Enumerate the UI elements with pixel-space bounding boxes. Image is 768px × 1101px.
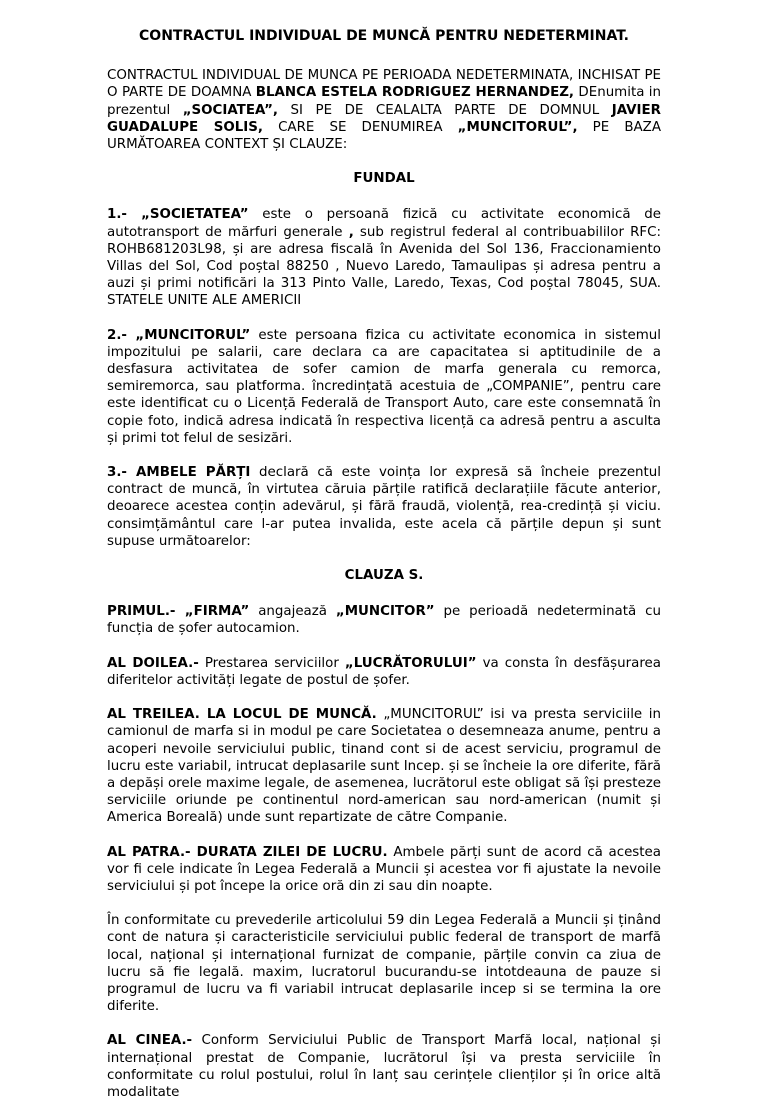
intro-text-3: SI PE DE CEALALTA PARTE DE DOMNUL — [277, 102, 612, 118]
point-3-label: 3.- AMBELE PĂRȚI — [107, 465, 251, 481]
point-1-text-2: sub registrul federal al contribuabililor RFC: ROHB681203L98, și are adresa fiscală în Avenida del Sol 136, Fraccionamiento Villas del Sol, Cod poștal 88250 , Nuevo Laredo, Tamaulipas și adresa pentru a auzi și primi notificări la 313 Pinto Valle, Laredo, Texas, Cod poștal 78045, SUA. STATELE UNITE ALE AMERICII — [107, 224, 661, 309]
clause-1-text-1: angajează — [249, 604, 336, 620]
party-worker-alias: „MUNCITORUL”, — [457, 119, 578, 135]
point-1-label: 1.- „SOCIETATEA” — [107, 207, 249, 223]
background-point-2 — [107, 327, 661, 447]
background-point-3 — [107, 464, 661, 550]
clause-3-text: „MUNCITORUL” isi va presta serviciile in camionul de marfa si in modul pe care Societatea o desemneaza anume, pentru a acoperi nevoile serviciului public, tinand cont si de acest serviciu, programul de lucru este variabil, intrucat deplasarile sunt Incep. și se încheie la ore diferite, fără a depăși orele maxime legale, de asemenea, lucrătorul este obligat să își presteze serviciile oriunde pe continentul nord-american sau nord-american (numit și America Boreală) unde sunt repartizate de către Companie. — [107, 707, 661, 826]
clause-4-label: AL PATRA.- DURATA ZILEI DE LUCRU. — [107, 844, 388, 860]
document-title: CONTRACTUL INDIVIDUAL DE MUNCĂ PENTRU NEDETERMINAT. — [139, 28, 629, 44]
clause-1-worker: „MUNCITOR” — [335, 604, 435, 620]
point-1-comma: , — [348, 224, 354, 240]
intro-text-1: CONTRACTUL INDIVIDUAL DE MUNCA PE PERIOADA NEDETERMINATA, INCHISAT PE O PARTE DE DOAMNA — [107, 68, 661, 101]
clause-4-text: Ambele părți sunt de acord că acestea vor fi cele indicate în Legea Federală a Muncii și acestea vor fi ajustate la nevoile serviciului și pot începe la orice oră din zi sau din noapte. — [107, 844, 661, 894]
intro-paragraph — [107, 67, 661, 153]
party-employer-name: BLANCA ESTELA RODRIGUEZ HERNANDEZ, — [255, 85, 575, 101]
clause-1 — [107, 603, 661, 637]
clause-2-text-2: va consta în desfășurarea diferitelor activități legate de postul de șofer. — [107, 655, 661, 688]
clause-4 — [107, 844, 661, 896]
intro-text-5: PE BAZA URMĂTOAREA CONTEXT ȘI CLAUZE: — [107, 119, 661, 153]
background-point-1 — [107, 206, 661, 309]
point-2-text: este persoana fizica cu activitate economica in sistemul impozitului pe salarii, care declara ca are capacitatea si aptitudinile de a desfasura activitatea de sofer camion de marfa generala cu remorca, semiremorca, sau platforma. încredințată acestuia de „COMPANIE”, pentru care este identificat cu o Licență Federală de Transport Auto, care este consemnată în copie foto, indică adresa indicată în respectiva licență ca adresă pentru a asculta și primi tot felul de sesizări. — [107, 327, 661, 446]
point-2-label: 2.- „MUNCITORUL” — [107, 327, 251, 343]
clause-2-label: AL DOILEA.- — [107, 655, 199, 671]
clause-5-label: AL CINEA.- — [107, 1033, 193, 1049]
section-heading-fundal: FUNDAL — [353, 171, 415, 187]
intro-text-2: DEnumita in prezentul — [107, 85, 662, 118]
clause-3 — [107, 706, 661, 826]
party-employer-alias: „SOCIATEA”, — [182, 102, 278, 118]
clause-2 — [107, 655, 661, 689]
clause-1-text-2: pe perioadă nedeterminată cu funcția de șofer autocamion. — [107, 604, 661, 637]
clause-5-text: Conform Serviciului Public de Transport Marfă local, național și internațional prestat de Companie, lucrătorul își va presta serviciile în conformitate cu rolul postului, rolul în lanț sau cerințele clienților și în orice altă modalitate — [107, 1033, 661, 1100]
clause-5 — [107, 1032, 661, 1101]
clause-2-worker: „LUCRĂTORULUI” — [344, 655, 477, 671]
clause-4-continued — [107, 912, 661, 1015]
section-heading-clauze: CLAUZA S. — [344, 568, 424, 584]
intro-text-4: CARE SE DENUMIREA — [262, 119, 458, 135]
clause-3-label: AL TREILEA. LA LOCUL DE MUNCĂ. — [107, 707, 377, 723]
clause-2-text-1: Prestarea serviciilor — [198, 655, 345, 671]
clause-1-label: PRIMUL.- „FIRMA” — [107, 604, 250, 620]
point-3-text: declară că este voința lor expresă să încheie prezentul contract de muncă, în virtutea căruia părțile ratifică declarațiile făcute anterior, deoarece acestea conțin adevărul, și fără fraudă, violență, rea-credință și viciu. consimțământul care l-ar putea invalida, este acela că părțile depun și sunt supuse următoarelor: — [107, 465, 662, 549]
point-1-text-1: este o persoană fizică cu activitate economică de autotransport de mărfuri generale — [107, 207, 662, 240]
party-worker-name: JAVIER GUADALUPE SOLIS, — [107, 102, 661, 135]
clause-4-continued-text: În conformitate cu prevederile articolului 59 din Legea Federală a Muncii și ținând cont de natura și caracteristicile serviciului public federal de transport de marfă local, național și internațional furnizat de companie, părțile convin ca ziua de lucru să fie legală. maxim, lucratorul bucurandu-se intotdeauna de pauze si programul de lucru va fi variabil intrucat deplasarile incep si se termina la ore diferite. — [107, 913, 661, 1015]
